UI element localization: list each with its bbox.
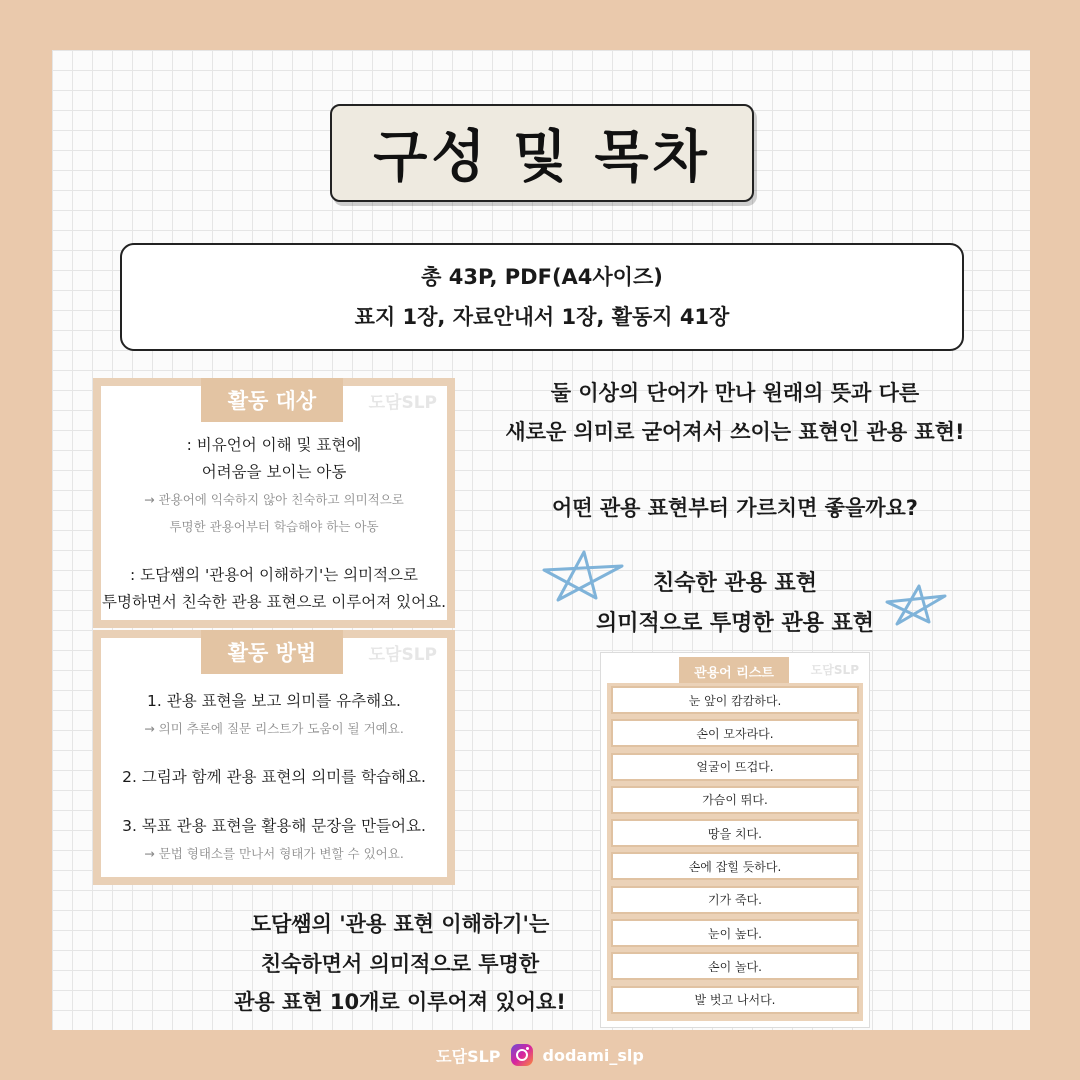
idiom-list-card — [600, 652, 870, 1028]
method-line-4: 3. 목표 관용 표현을 활용해 문장을 만들어요. — [122, 817, 426, 835]
summary-line-1: 도담쌤의 '관용 표현 이해하기'는 — [250, 912, 550, 936]
card-method-watermark: 도담SLP — [368, 645, 437, 665]
list-item: 발 벗고 나서다. — [611, 986, 859, 1014]
info-line-2: 표지 1장, 자료안내서 1장, 활동지 41장 — [354, 305, 730, 329]
idiom-definition-1: 둘 이상의 단어가 만나 원래의 뜻과 다른 — [550, 381, 920, 405]
method-line-3: 2. 그림과 함께 관용 표현의 의미를 학습해요. — [122, 768, 426, 786]
list-item: 얼굴이 뜨겁다. — [611, 753, 859, 781]
card-target-tab: 활동 대상 — [201, 378, 343, 422]
target-line-6: 투명하면서 친숙한 관용 표현으로 이루어져 있어요. — [102, 593, 446, 611]
idiom-list-tab: 관용어 리스트 — [679, 657, 789, 685]
list-item: 눈이 높다. — [611, 919, 859, 947]
method-line-5: → 문법 형태소를 만나서 형태가 변할 수 있어요. — [144, 846, 404, 861]
info-line-1: 총 43P, PDF(A4사이즈) — [421, 265, 663, 289]
card-activity-target — [93, 378, 455, 628]
method-line-1: 1. 관용 표현을 보고 의미를 유추해요. — [147, 692, 401, 710]
instagram-icon[interactable] — [511, 1044, 533, 1066]
card-target-watermark: 도담SLP — [368, 393, 437, 413]
footer-handle[interactable]: dodami_slp — [542, 1045, 644, 1065]
summary-line-3: 관용 표현 10개로 이루어져 있어요! — [234, 990, 566, 1014]
list-item: 기가 죽다. — [611, 886, 859, 914]
target-line-2: 어려움을 보이는 아동 — [201, 463, 347, 481]
list-item: 가슴이 뛰다. — [611, 786, 859, 814]
idiom-list-watermark: 도담SLP — [810, 663, 859, 677]
card-method-tab: 활동 방법 — [201, 630, 343, 674]
footer — [0, 1038, 1080, 1072]
list-item: 땅을 치다. — [611, 819, 859, 847]
page-title: 구성 및 목차 — [330, 104, 754, 202]
target-line-1: : 비유언어 이해 및 표현에 — [186, 436, 362, 454]
idiom-question: 어떤 관용 표현부터 가르치면 좋을까요? — [551, 496, 918, 520]
list-item: 손이 모자라다. — [611, 719, 859, 747]
target-line-3: → 관용어에 익숙하지 않아 친숙하고 의미적으로 — [144, 492, 404, 507]
point-familiar: 친숙한 관용 표현 — [652, 571, 818, 596]
footer-brand: 도담SLP — [436, 1046, 501, 1066]
card-activity-method — [93, 630, 455, 885]
list-item: 손이 놀다. — [611, 952, 859, 980]
target-line-4: 투명한 관용어부터 학습해야 하는 아동 — [169, 519, 379, 534]
summary-line-2: 친숙하면서 의미적으로 투명한 — [260, 952, 540, 976]
list-item: 손에 잡힐 듯하다. — [611, 852, 859, 880]
target-line-5: : 도담쌤의 '관용어 이해하기'는 의미적으로 — [130, 566, 418, 584]
point-transparent: 의미적으로 투명한 관용 표현 — [595, 611, 874, 636]
idiom-definition-2: 새로운 의미로 굳어져서 쓰이는 표현인 관용 표현! — [505, 420, 965, 444]
info-box — [120, 243, 964, 351]
list-item: 눈 앞이 캄캄하다. — [611, 686, 859, 714]
method-line-2: → 의미 추론에 질문 리스트가 도움이 될 거예요. — [144, 721, 404, 736]
